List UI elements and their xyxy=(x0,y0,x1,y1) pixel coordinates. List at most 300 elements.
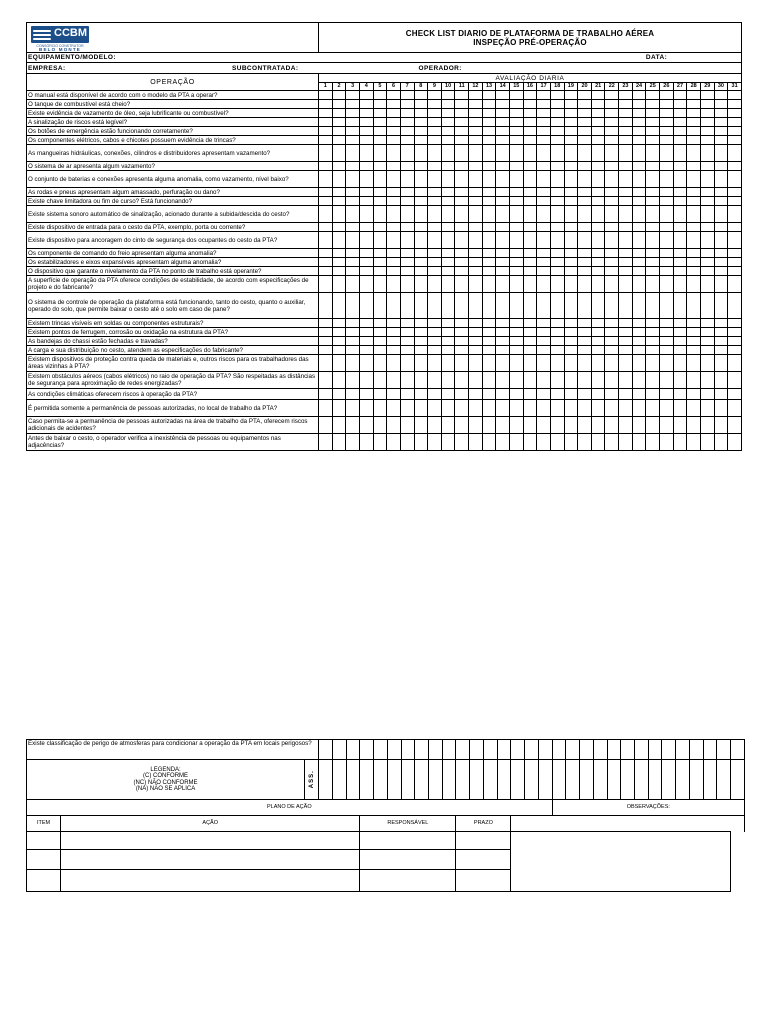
day-check-cell[interactable] xyxy=(496,337,510,346)
day-check-cell[interactable] xyxy=(700,223,714,232)
day-check-cell[interactable] xyxy=(632,434,646,451)
day-check-cell[interactable] xyxy=(619,400,633,417)
day-check-cell[interactable] xyxy=(687,249,701,258)
deadline-cell[interactable] xyxy=(456,850,511,870)
day-check-cell[interactable] xyxy=(496,206,510,223)
day-check-cell[interactable] xyxy=(660,232,674,249)
day-check-cell[interactable] xyxy=(482,258,496,267)
day-check-cell[interactable] xyxy=(332,249,346,258)
day-check-cell[interactable] xyxy=(523,276,537,293)
day-check-cell[interactable] xyxy=(619,109,633,118)
day-check-cell[interactable] xyxy=(496,372,510,389)
day-check-cell[interactable] xyxy=(728,91,742,100)
day-check-cell[interactable] xyxy=(496,276,510,293)
day-check-cell[interactable] xyxy=(550,434,564,451)
day-check-cell[interactable] xyxy=(469,267,483,276)
day-check-cell[interactable] xyxy=(700,319,714,328)
day-check-cell[interactable] xyxy=(619,91,633,100)
day-check-cell[interactable] xyxy=(469,389,483,400)
day-check-cell[interactable] xyxy=(359,171,373,188)
day-check-cell[interactable] xyxy=(660,91,674,100)
day-check-cell[interactable] xyxy=(428,197,442,206)
day-check-cell[interactable] xyxy=(441,276,455,293)
day-check-cell[interactable] xyxy=(537,145,551,162)
day-check-cell[interactable] xyxy=(673,127,687,136)
day-check-cell[interactable] xyxy=(346,145,360,162)
day-check-cell[interactable] xyxy=(346,337,360,346)
day-check-cell[interactable] xyxy=(660,118,674,127)
day-check-cell[interactable] xyxy=(455,127,469,136)
day-check-cell[interactable] xyxy=(359,223,373,232)
day-check-cell[interactable] xyxy=(332,162,346,171)
day-check-cell[interactable] xyxy=(469,91,483,100)
day-check-cell[interactable] xyxy=(496,223,510,232)
day-check-cell[interactable] xyxy=(591,188,605,197)
day-check-cell[interactable] xyxy=(319,206,333,223)
day-check-cell[interactable] xyxy=(605,91,619,100)
day-check-cell[interactable] xyxy=(496,118,510,127)
day-check-cell[interactable] xyxy=(632,417,646,434)
day-check-cell[interactable] xyxy=(550,100,564,109)
day-check-cell[interactable] xyxy=(359,118,373,127)
day-check-cell[interactable] xyxy=(359,91,373,100)
day-check-cell[interactable] xyxy=(714,355,728,372)
day-check-cell[interactable] xyxy=(387,740,401,760)
day-check-cell[interactable] xyxy=(414,145,428,162)
day-check-cell[interactable] xyxy=(564,136,578,145)
day-check-cell[interactable] xyxy=(728,249,742,258)
day-check-cell[interactable] xyxy=(319,109,333,118)
day-check-cell[interactable] xyxy=(646,276,660,293)
day-check-cell[interactable] xyxy=(646,400,660,417)
day-check-cell[interactable] xyxy=(319,328,333,337)
day-check-cell[interactable] xyxy=(660,171,674,188)
day-check-cell[interactable] xyxy=(469,197,483,206)
day-check-cell[interactable] xyxy=(414,337,428,346)
day-check-cell[interactable] xyxy=(346,389,360,400)
day-check-cell[interactable] xyxy=(537,293,551,319)
day-check-cell[interactable] xyxy=(660,206,674,223)
day-check-cell[interactable] xyxy=(564,346,578,355)
action-cell[interactable] xyxy=(61,850,360,870)
day-check-cell[interactable] xyxy=(509,171,523,188)
day-check-cell[interactable] xyxy=(537,91,551,100)
day-check-cell[interactable] xyxy=(728,258,742,267)
day-check-cell[interactable] xyxy=(387,319,401,328)
day-check-cell[interactable] xyxy=(414,434,428,451)
day-check-cell[interactable] xyxy=(441,100,455,109)
day-check-cell[interactable] xyxy=(591,434,605,451)
day-check-cell[interactable] xyxy=(591,91,605,100)
day-check-cell[interactable] xyxy=(700,267,714,276)
day-check-cell[interactable] xyxy=(660,145,674,162)
day-check-cell[interactable] xyxy=(387,162,401,171)
day-check-cell[interactable] xyxy=(619,355,633,372)
day-check-cell[interactable] xyxy=(687,258,701,267)
day-check-cell[interactable] xyxy=(634,740,648,760)
date-field[interactable] xyxy=(646,53,742,63)
day-check-cell[interactable] xyxy=(319,145,333,162)
day-check-cell[interactable] xyxy=(550,118,564,127)
day-check-cell[interactable] xyxy=(469,171,483,188)
day-check-cell[interactable] xyxy=(469,249,483,258)
day-check-cell[interactable] xyxy=(648,740,662,760)
day-check-cell[interactable] xyxy=(605,232,619,249)
day-check-cell[interactable] xyxy=(728,293,742,319)
day-check-cell[interactable] xyxy=(469,319,483,328)
day-check-cell[interactable] xyxy=(401,740,415,760)
day-check-cell[interactable] xyxy=(441,319,455,328)
day-check-cell[interactable] xyxy=(564,145,578,162)
day-check-cell[interactable] xyxy=(523,136,537,145)
day-check-cell[interactable] xyxy=(605,100,619,109)
signature-cell[interactable] xyxy=(676,760,690,800)
day-check-cell[interactable] xyxy=(591,400,605,417)
day-check-cell[interactable] xyxy=(673,293,687,319)
day-check-cell[interactable] xyxy=(714,337,728,346)
day-check-cell[interactable] xyxy=(482,249,496,258)
day-check-cell[interactable] xyxy=(387,372,401,389)
day-check-cell[interactable] xyxy=(359,276,373,293)
day-check-cell[interactable] xyxy=(509,389,523,400)
day-check-cell[interactable] xyxy=(346,136,360,145)
day-check-cell[interactable] xyxy=(373,162,387,171)
day-check-cell[interactable] xyxy=(591,267,605,276)
day-check-cell[interactable] xyxy=(673,232,687,249)
day-check-cell[interactable] xyxy=(646,145,660,162)
signature-cell[interactable] xyxy=(662,760,676,800)
day-check-cell[interactable] xyxy=(687,136,701,145)
day-check-cell[interactable] xyxy=(373,171,387,188)
day-check-cell[interactable] xyxy=(332,267,346,276)
day-check-cell[interactable] xyxy=(646,293,660,319)
day-check-cell[interactable] xyxy=(714,223,728,232)
day-check-cell[interactable] xyxy=(332,346,346,355)
day-check-cell[interactable] xyxy=(714,293,728,319)
day-check-cell[interactable] xyxy=(387,206,401,223)
day-check-cell[interactable] xyxy=(646,100,660,109)
day-check-cell[interactable] xyxy=(728,355,742,372)
day-check-cell[interactable] xyxy=(591,258,605,267)
day-check-cell[interactable] xyxy=(509,319,523,328)
day-check-cell[interactable] xyxy=(373,346,387,355)
day-check-cell[interactable] xyxy=(537,346,551,355)
signature-cell[interactable] xyxy=(511,760,525,800)
day-check-cell[interactable] xyxy=(660,127,674,136)
day-check-cell[interactable] xyxy=(673,188,687,197)
day-check-cell[interactable] xyxy=(469,206,483,223)
day-check-cell[interactable] xyxy=(605,258,619,267)
day-check-cell[interactable] xyxy=(319,400,333,417)
day-check-cell[interactable] xyxy=(482,267,496,276)
day-check-cell[interactable] xyxy=(714,91,728,100)
day-check-cell[interactable] xyxy=(605,197,619,206)
day-check-cell[interactable] xyxy=(523,206,537,223)
day-check-cell[interactable] xyxy=(619,276,633,293)
day-check-cell[interactable] xyxy=(632,223,646,232)
day-check-cell[interactable] xyxy=(591,249,605,258)
day-check-cell[interactable] xyxy=(482,118,496,127)
day-check-cell[interactable] xyxy=(359,188,373,197)
day-check-cell[interactable] xyxy=(414,319,428,328)
day-check-cell[interactable] xyxy=(605,389,619,400)
day-check-cell[interactable] xyxy=(428,109,442,118)
day-check-cell[interactable] xyxy=(469,145,483,162)
day-check-cell[interactable] xyxy=(428,346,442,355)
day-check-cell[interactable] xyxy=(564,232,578,249)
day-check-cell[interactable] xyxy=(632,328,646,337)
day-check-cell[interactable] xyxy=(496,258,510,267)
day-check-cell[interactable] xyxy=(564,118,578,127)
day-check-cell[interactable] xyxy=(728,276,742,293)
day-check-cell[interactable] xyxy=(414,206,428,223)
day-check-cell[interactable] xyxy=(673,223,687,232)
day-check-cell[interactable] xyxy=(523,389,537,400)
day-check-cell[interactable] xyxy=(537,197,551,206)
signature-cell[interactable] xyxy=(525,760,539,800)
day-check-cell[interactable] xyxy=(619,145,633,162)
day-check-cell[interactable] xyxy=(714,136,728,145)
day-check-cell[interactable] xyxy=(714,267,728,276)
responsible-cell[interactable] xyxy=(360,832,456,850)
day-check-cell[interactable] xyxy=(428,249,442,258)
item-cell[interactable] xyxy=(27,850,61,870)
day-check-cell[interactable] xyxy=(482,162,496,171)
day-check-cell[interactable] xyxy=(537,171,551,188)
day-check-cell[interactable] xyxy=(470,740,484,760)
day-check-cell[interactable] xyxy=(646,267,660,276)
day-check-cell[interactable] xyxy=(660,355,674,372)
day-check-cell[interactable] xyxy=(591,346,605,355)
day-check-cell[interactable] xyxy=(646,389,660,400)
day-check-cell[interactable] xyxy=(400,249,414,258)
day-check-cell[interactable] xyxy=(428,206,442,223)
day-check-cell[interactable] xyxy=(482,91,496,100)
day-check-cell[interactable] xyxy=(319,319,333,328)
day-check-cell[interactable] xyxy=(578,372,592,389)
day-check-cell[interactable] xyxy=(591,276,605,293)
day-check-cell[interactable] xyxy=(591,197,605,206)
day-check-cell[interactable] xyxy=(605,400,619,417)
day-check-cell[interactable] xyxy=(646,118,660,127)
day-check-cell[interactable] xyxy=(523,417,537,434)
day-check-cell[interactable] xyxy=(414,188,428,197)
day-check-cell[interactable] xyxy=(482,100,496,109)
day-check-cell[interactable] xyxy=(346,118,360,127)
day-check-cell[interactable] xyxy=(441,171,455,188)
day-check-cell[interactable] xyxy=(700,258,714,267)
day-check-cell[interactable] xyxy=(591,417,605,434)
day-check-cell[interactable] xyxy=(482,372,496,389)
day-check-cell[interactable] xyxy=(537,223,551,232)
day-check-cell[interactable] xyxy=(728,206,742,223)
day-check-cell[interactable] xyxy=(591,232,605,249)
day-check-cell[interactable] xyxy=(550,162,564,171)
day-check-cell[interactable] xyxy=(632,232,646,249)
day-check-cell[interactable] xyxy=(428,328,442,337)
day-check-cell[interactable] xyxy=(373,355,387,372)
day-check-cell[interactable] xyxy=(469,127,483,136)
day-check-cell[interactable] xyxy=(728,346,742,355)
day-check-cell[interactable] xyxy=(550,136,564,145)
day-check-cell[interactable] xyxy=(455,188,469,197)
day-check-cell[interactable] xyxy=(346,91,360,100)
day-check-cell[interactable] xyxy=(387,91,401,100)
day-check-cell[interactable] xyxy=(414,136,428,145)
day-check-cell[interactable] xyxy=(428,434,442,451)
day-check-cell[interactable] xyxy=(673,258,687,267)
day-check-cell[interactable] xyxy=(632,109,646,118)
day-check-cell[interactable] xyxy=(619,171,633,188)
day-check-cell[interactable] xyxy=(359,109,373,118)
day-check-cell[interactable] xyxy=(632,249,646,258)
day-check-cell[interactable] xyxy=(374,740,388,760)
day-check-cell[interactable] xyxy=(619,232,633,249)
day-check-cell[interactable] xyxy=(509,109,523,118)
day-check-cell[interactable] xyxy=(578,337,592,346)
day-check-cell[interactable] xyxy=(700,136,714,145)
day-check-cell[interactable] xyxy=(414,417,428,434)
equipment-field[interactable] xyxy=(27,53,646,63)
day-check-cell[interactable] xyxy=(646,372,660,389)
day-check-cell[interactable] xyxy=(700,372,714,389)
day-check-cell[interactable] xyxy=(550,417,564,434)
day-check-cell[interactable] xyxy=(578,400,592,417)
day-check-cell[interactable] xyxy=(332,417,346,434)
day-check-cell[interactable] xyxy=(646,91,660,100)
day-check-cell[interactable] xyxy=(509,91,523,100)
day-check-cell[interactable] xyxy=(332,276,346,293)
day-check-cell[interactable] xyxy=(660,293,674,319)
day-check-cell[interactable] xyxy=(591,127,605,136)
day-check-cell[interactable] xyxy=(469,355,483,372)
day-check-cell[interactable] xyxy=(482,319,496,328)
day-check-cell[interactable] xyxy=(660,249,674,258)
day-check-cell[interactable] xyxy=(482,232,496,249)
day-check-cell[interactable] xyxy=(359,136,373,145)
day-check-cell[interactable] xyxy=(400,434,414,451)
day-check-cell[interactable] xyxy=(687,337,701,346)
day-check-cell[interactable] xyxy=(387,171,401,188)
day-check-cell[interactable] xyxy=(359,293,373,319)
day-check-cell[interactable] xyxy=(714,162,728,171)
day-check-cell[interactable] xyxy=(509,400,523,417)
day-check-cell[interactable] xyxy=(564,100,578,109)
day-check-cell[interactable] xyxy=(346,258,360,267)
day-check-cell[interactable] xyxy=(523,127,537,136)
day-check-cell[interactable] xyxy=(728,232,742,249)
signature-cell[interactable] xyxy=(634,760,648,800)
day-check-cell[interactable] xyxy=(441,206,455,223)
day-check-cell[interactable] xyxy=(387,346,401,355)
day-check-cell[interactable] xyxy=(673,267,687,276)
day-check-cell[interactable] xyxy=(662,740,676,760)
day-check-cell[interactable] xyxy=(455,162,469,171)
day-check-cell[interactable] xyxy=(687,389,701,400)
signature-cell[interactable] xyxy=(428,760,442,800)
day-check-cell[interactable] xyxy=(400,118,414,127)
day-check-cell[interactable] xyxy=(496,109,510,118)
day-check-cell[interactable] xyxy=(469,417,483,434)
day-check-cell[interactable] xyxy=(319,276,333,293)
day-check-cell[interactable] xyxy=(428,417,442,434)
day-check-cell[interactable] xyxy=(523,171,537,188)
day-check-cell[interactable] xyxy=(605,293,619,319)
day-check-cell[interactable] xyxy=(496,328,510,337)
day-check-cell[interactable] xyxy=(646,328,660,337)
day-check-cell[interactable] xyxy=(550,319,564,328)
day-check-cell[interactable] xyxy=(509,249,523,258)
day-check-cell[interactable] xyxy=(509,118,523,127)
day-check-cell[interactable] xyxy=(346,197,360,206)
day-check-cell[interactable] xyxy=(605,337,619,346)
day-check-cell[interactable] xyxy=(687,162,701,171)
day-check-cell[interactable] xyxy=(550,206,564,223)
day-check-cell[interactable] xyxy=(578,136,592,145)
day-check-cell[interactable] xyxy=(455,417,469,434)
day-check-cell[interactable] xyxy=(591,389,605,400)
day-check-cell[interactable] xyxy=(414,267,428,276)
day-check-cell[interactable] xyxy=(332,434,346,451)
day-check-cell[interactable] xyxy=(550,276,564,293)
day-check-cell[interactable] xyxy=(346,223,360,232)
day-check-cell[interactable] xyxy=(359,267,373,276)
day-check-cell[interactable] xyxy=(509,100,523,109)
day-check-cell[interactable] xyxy=(714,249,728,258)
day-check-cell[interactable] xyxy=(414,118,428,127)
day-check-cell[interactable] xyxy=(319,346,333,355)
day-check-cell[interactable] xyxy=(621,740,635,760)
signature-cell[interactable] xyxy=(566,760,580,800)
day-check-cell[interactable] xyxy=(689,740,703,760)
day-check-cell[interactable] xyxy=(455,206,469,223)
day-check-cell[interactable] xyxy=(646,337,660,346)
day-check-cell[interactable] xyxy=(700,145,714,162)
day-check-cell[interactable] xyxy=(509,136,523,145)
day-check-cell[interactable] xyxy=(605,127,619,136)
day-check-cell[interactable] xyxy=(523,145,537,162)
day-check-cell[interactable] xyxy=(523,434,537,451)
day-check-cell[interactable] xyxy=(428,118,442,127)
day-check-cell[interactable] xyxy=(387,417,401,434)
day-check-cell[interactable] xyxy=(373,91,387,100)
day-check-cell[interactable] xyxy=(400,188,414,197)
day-check-cell[interactable] xyxy=(346,319,360,328)
day-check-cell[interactable] xyxy=(676,740,690,760)
deadline-cell[interactable] xyxy=(456,832,511,850)
day-check-cell[interactable] xyxy=(428,136,442,145)
day-check-cell[interactable] xyxy=(714,400,728,417)
day-check-cell[interactable] xyxy=(400,417,414,434)
action-cell[interactable] xyxy=(61,870,360,892)
day-check-cell[interactable] xyxy=(359,197,373,206)
day-check-cell[interactable] xyxy=(359,417,373,434)
day-check-cell[interactable] xyxy=(687,206,701,223)
day-check-cell[interactable] xyxy=(673,91,687,100)
day-check-cell[interactable] xyxy=(646,136,660,145)
day-check-cell[interactable] xyxy=(496,355,510,372)
day-check-cell[interactable] xyxy=(400,197,414,206)
day-check-cell[interactable] xyxy=(591,206,605,223)
day-check-cell[interactable] xyxy=(482,328,496,337)
day-check-cell[interactable] xyxy=(387,276,401,293)
day-check-cell[interactable] xyxy=(359,249,373,258)
day-check-cell[interactable] xyxy=(469,232,483,249)
day-check-cell[interactable] xyxy=(578,319,592,328)
day-check-cell[interactable] xyxy=(387,118,401,127)
day-check-cell[interactable] xyxy=(482,171,496,188)
day-check-cell[interactable] xyxy=(605,136,619,145)
